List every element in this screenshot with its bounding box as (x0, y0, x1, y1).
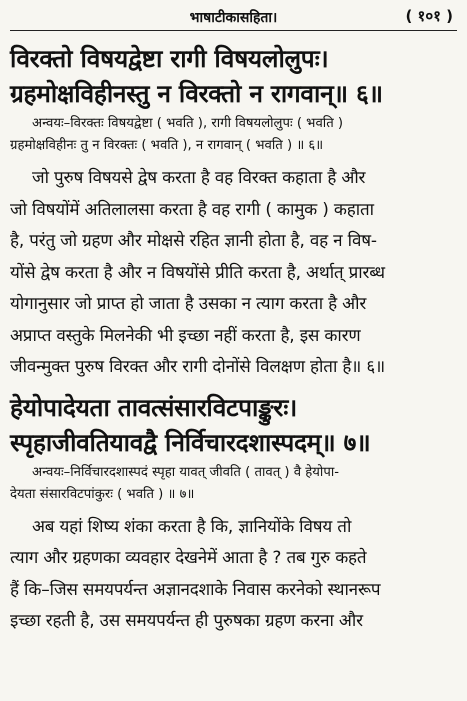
commentary-line: त्याग और ग्रहणका व्यवहार देखनेमें आता है ? तब गुरु कहते (10, 548, 367, 568)
commentary-line: अब यहां शिष्य शंका करता है कि, ज्ञानियोंके विषय तो (32, 516, 352, 537)
commentary-line: जीवन्मुक्त पुरुष विरक्त और रागी दोनोंसे विलक्षण होता है॥ ६॥ (10, 357, 385, 377)
verse-line: विरक्तो विषयद्वेष्टा रागी विषयलोलुपः। (10, 44, 329, 73)
anvaya-line: ग्रहमोक्षविहीनः तु न विरक्तः ( भवति ), न रागवान् ( भवति ) ॥ ६॥ (10, 138, 324, 153)
anvaya-line: अन्वयः–निर्विचारदशास्पदं स्पृहा यावत् जीवति ( तावत् ) वै हेयोपा- (32, 464, 340, 480)
commentary-7 (10, 512, 457, 638)
commentary-line: योगानुसार जो प्राप्त हो जाता है उसका न त्याग करता है और (10, 294, 367, 314)
commentary-6 (10, 163, 457, 384)
verse-7 (10, 390, 457, 460)
commentary-line: है, परंतु जो ग्रहण और मोक्षसे रहित ज्ञानी होता है, वह न विष- (10, 231, 377, 251)
page-number: ( १०१ ) (405, 7, 453, 25)
commentary-line: हैं कि–जिस समयपर्यन्त अज्ञानदशाके निवास करनेको स्थानरूप (10, 579, 381, 600)
anvaya-6 (10, 113, 457, 157)
verse-6 (10, 41, 457, 111)
commentary-line: योंसे द्वेष करता है और न विषयोंसे प्रीति करता है, अर्थात् प्रारब्ध (10, 262, 385, 283)
anvaya-line: अन्वयः–विरक्तः विषयद्वेष्टा ( भवति ), रागी विषयलोलुपः ( भवति ) (32, 116, 344, 131)
running-title: भाषाटीकासहिता। (189, 10, 278, 26)
page-header (10, 6, 457, 31)
commentary-line: जो विषयोंमें अतिलालसा करता है वह रागी ( कामुक ) कहाता (10, 199, 374, 220)
verse-line: ग्रहमोक्षविहीनस्तु न विरक्तो न रागवान्॥ ६॥ (10, 79, 383, 108)
anvaya-7 (10, 462, 457, 506)
anvaya-line: देयता संसारविटपांकुरः ( भवति ) ॥ ७॥ (10, 486, 195, 502)
commentary-line: अप्राप्त वस्तुके मिलनेकी भी इच्छा नहीं करता है, इस कारण (10, 325, 361, 346)
verse-line: स्पृहाजीवतियावद्वै निर्विचारदशास्पदम्॥ ७॥ (10, 427, 371, 457)
commentary-line: जो पुरुष विषयसे द्वेष करता है वह विरक्त कहाता है और (32, 168, 366, 188)
verse-line: हेयोपादेयता तावत्संसारविटपाङ्कुरः। (10, 392, 297, 422)
commentary-line: इच्छा रहती है, उस समयपर्यन्त ही पुरुषका ग्रहण करना और (10, 611, 363, 631)
